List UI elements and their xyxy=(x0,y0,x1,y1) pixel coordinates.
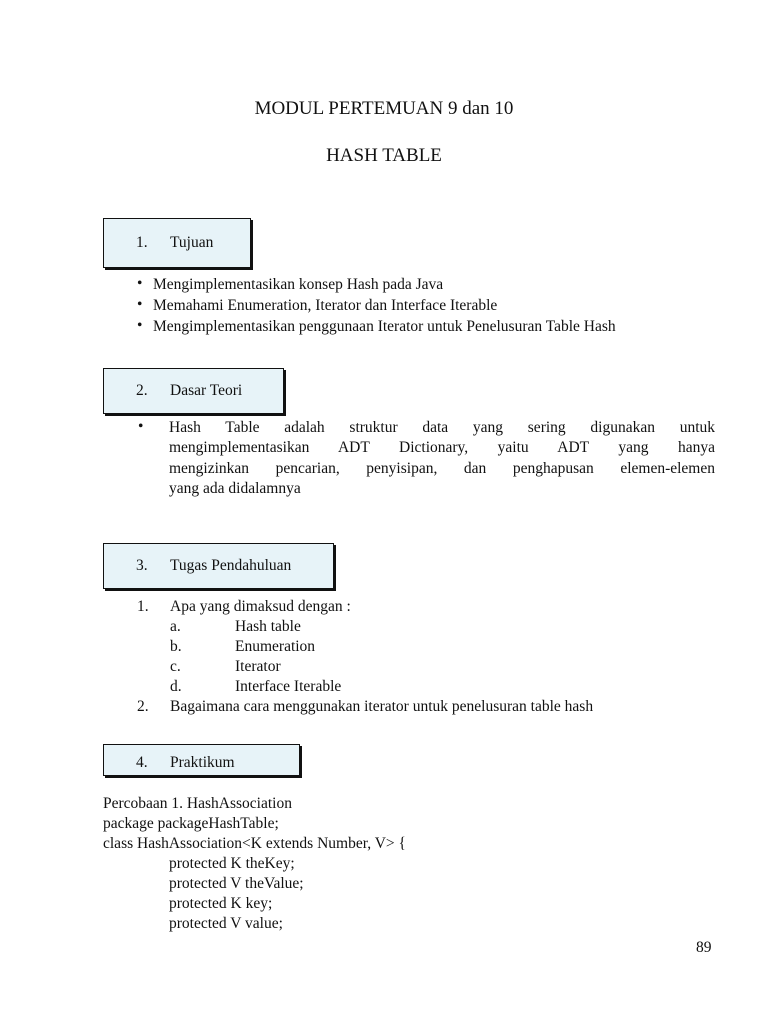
section-2-label: Dasar Teori xyxy=(170,382,243,399)
section-4-heading-box xyxy=(103,744,300,776)
section-3-label: Tugas Pendahuluan xyxy=(170,557,292,574)
sub-letter: b. xyxy=(170,638,182,655)
sub-text: Interface Iterable xyxy=(235,678,342,695)
section-2-heading-box xyxy=(103,368,284,414)
section-4-label: Praktikum xyxy=(170,754,235,771)
task-number: 1. xyxy=(137,598,149,615)
code-line: Percobaan 1. HashAssociation xyxy=(103,795,292,812)
bullet-icon: • xyxy=(137,317,143,334)
page-subtitle: HASH TABLE xyxy=(326,145,442,166)
section-1-label: Tujuan xyxy=(170,234,214,251)
code-line: protected K theKey; xyxy=(169,855,295,872)
code-line: protected V theValue; xyxy=(169,875,304,892)
code-line: protected K key; xyxy=(169,895,273,912)
section-1-heading-box xyxy=(103,218,251,268)
sub-letter: c. xyxy=(170,658,181,675)
sub-letter: d. xyxy=(170,678,182,695)
sub-text: Iterator xyxy=(235,658,281,675)
task-number: 2. xyxy=(137,698,149,715)
section-2-number: 2. xyxy=(136,382,148,399)
paragraph-line: Hash Table adalah struktur data yang sering digunakan untuk xyxy=(169,419,715,436)
tujuan-item-2: Memahami Enumeration, Iterator dan Interface Iterable xyxy=(153,297,498,314)
code-line: protected V value; xyxy=(169,915,283,932)
tujuan-item-1: Mengimplementasikan konsep Hash pada Java xyxy=(153,276,444,293)
sub-letter: a. xyxy=(170,618,181,635)
task-text: Apa yang dimaksud dengan : xyxy=(170,598,351,615)
bullet-icon: • xyxy=(137,275,143,292)
bullet-icon: • xyxy=(138,418,144,435)
code-line: package packageHashTable; xyxy=(103,815,279,832)
page-number: 89 xyxy=(696,939,712,956)
tujuan-item-3: Mengimplementasikan penggunaan Iterator untuk Penelusuran Table Hash xyxy=(153,318,616,335)
section-1-number: 1. xyxy=(136,234,148,251)
code-line: class HashAssociation<K extends Number, V> { xyxy=(103,835,406,852)
section-3-heading-box xyxy=(103,543,334,589)
paragraph-line: mengizinkan pencarian, penyisipan, dan penghapusan elemen-elemen xyxy=(169,459,715,477)
section-4-number: 4. xyxy=(136,754,148,771)
sub-text: Hash table xyxy=(235,618,301,635)
page-title: MODUL PERTEMUAN 9 dan 10 xyxy=(254,98,514,119)
sub-text: Enumeration xyxy=(235,638,316,655)
paragraph-line: yang ada didalamnya xyxy=(169,479,301,497)
bullet-icon: • xyxy=(137,296,143,313)
dasar-teori-paragraph xyxy=(169,418,715,499)
section-3-number: 3. xyxy=(136,557,148,574)
task-text: Bagaimana cara menggunakan iterator untuk penelusuran table hash xyxy=(170,698,594,715)
paragraph-line: mengimplementasikan ADT Dictionary, yaitu ADT yang hanya xyxy=(169,439,715,457)
